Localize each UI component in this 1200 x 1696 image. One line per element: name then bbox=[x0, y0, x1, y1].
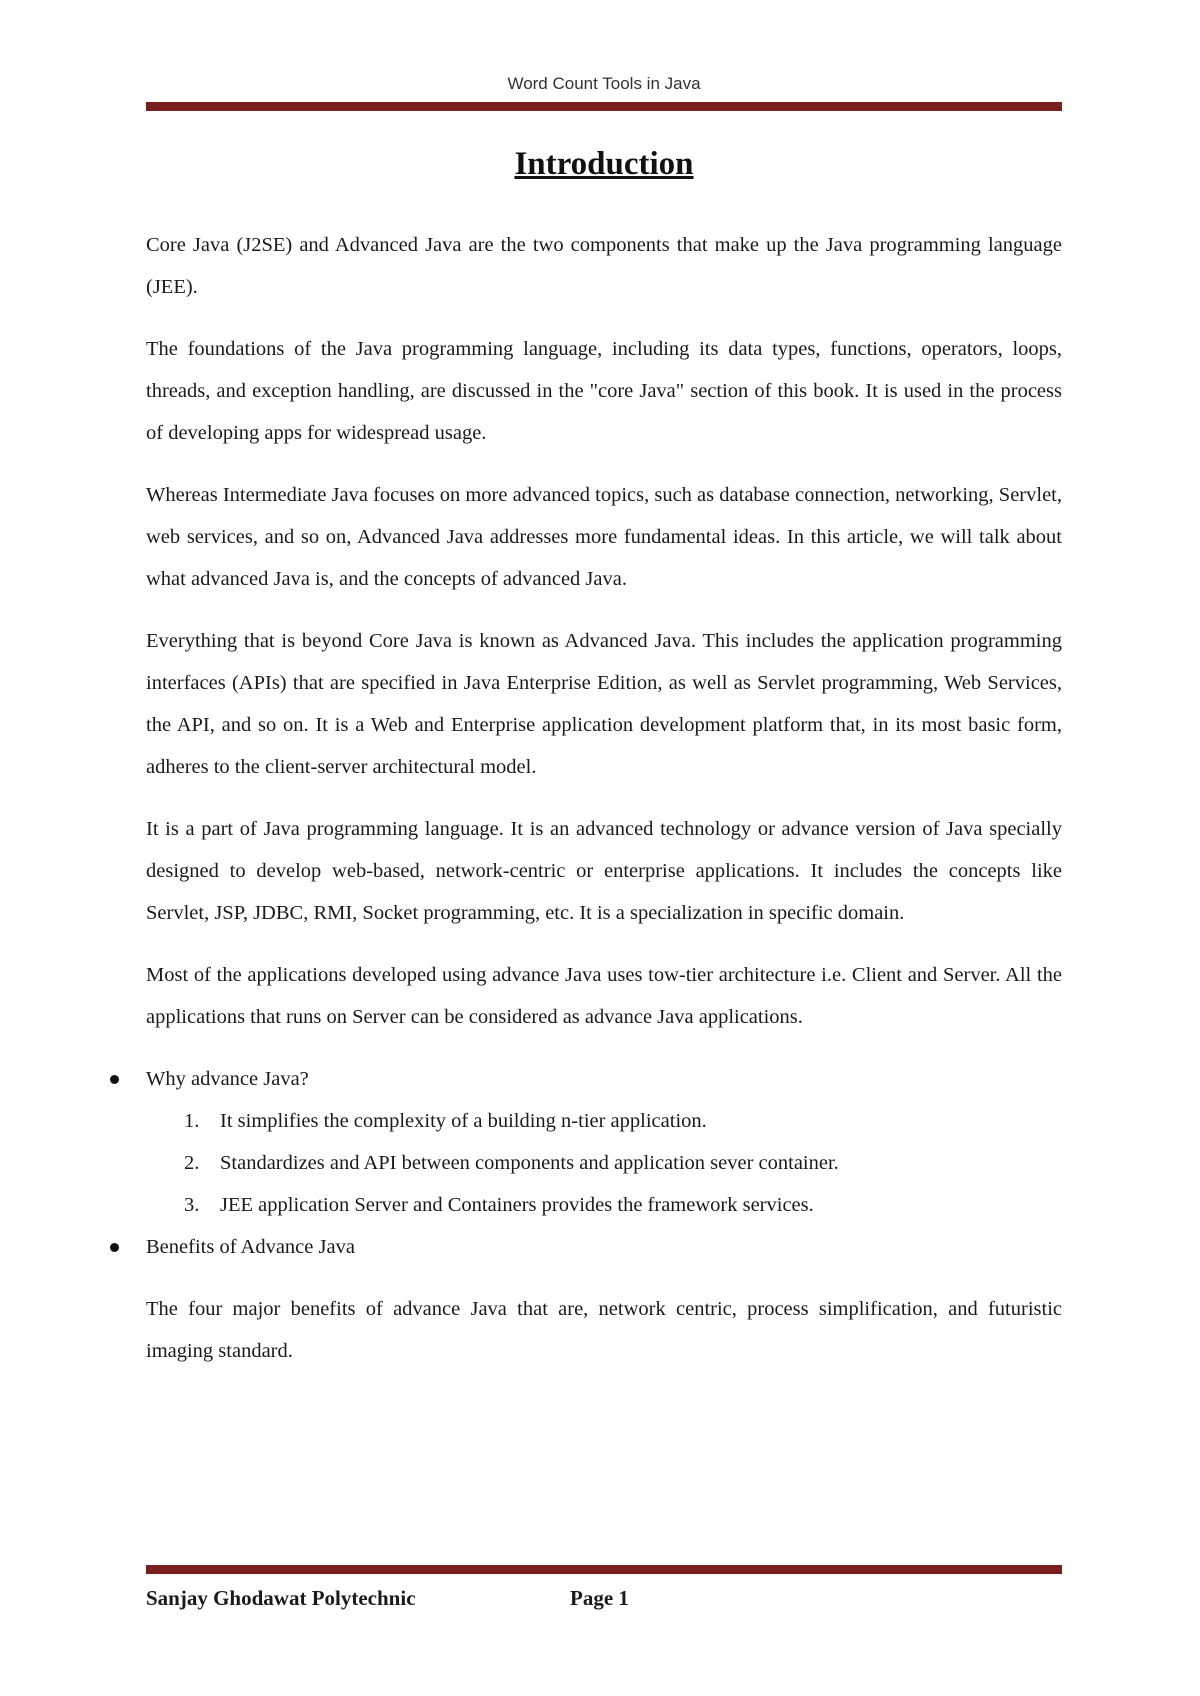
bullet-dot-icon bbox=[110, 1075, 119, 1084]
item-number: 1. bbox=[184, 1110, 200, 1132]
footer-rule bbox=[146, 1565, 1062, 1574]
paragraph-3: Whereas Intermediate Java focuses on more advanced topics, such as database connection, networking, Servlet, web services, and so on, Advanced Java addresses more fundamental ideas. In this article, we will talk about what advanced Java is, and the concepts of advanced Java. bbox=[146, 484, 1062, 590]
bullet-label: Why advance Java? bbox=[146, 1068, 309, 1090]
footer-institution: Sanjay Ghodawat Polytechnic bbox=[146, 1586, 416, 1610]
item-number: 3. bbox=[184, 1194, 200, 1216]
footer-page-number: Page 1 bbox=[570, 1586, 629, 1610]
item-text: Standardizes and API between components and application sever container. bbox=[220, 1152, 839, 1174]
paragraph-2: The foundations of the Java programming language, including its data types, functions, operators, loops, threads, and exception handling, are discussed in the "core Java" section of this book. It is used in the process of developing apps for widespread usage. bbox=[146, 338, 1062, 444]
paragraph-4: Everything that is beyond Core Java is known as Advanced Java. This includes the application programming interfaces (APIs) that are specified in Java Enterprise Edition, as well as Servlet programming, Web Services, the API, and so on. It is a Web and Enterprise application development platform that, in its most basic form, adheres to the client-server architectural model. bbox=[146, 630, 1062, 778]
numbered-item bbox=[184, 1100, 1062, 1142]
numbered-list bbox=[146, 1100, 1062, 1226]
numbered-item bbox=[184, 1142, 1062, 1184]
header-rule bbox=[146, 102, 1062, 111]
bullet-dot-icon bbox=[110, 1243, 119, 1252]
bullet-label: Benefits of Advance Java bbox=[146, 1236, 355, 1258]
running-header: Word Count Tools in Java bbox=[507, 74, 701, 93]
bullet-benefits bbox=[146, 1226, 1062, 1268]
bullet-list bbox=[146, 1058, 1062, 1268]
item-text: JEE application Server and Containers provides the framework services. bbox=[220, 1194, 814, 1216]
section-title: Introduction bbox=[514, 146, 694, 182]
closing-paragraph: The four major benefits of advance Java that are, network centric, process simplification, and futuristic imaging standard. bbox=[146, 1298, 1062, 1362]
document-body bbox=[146, 224, 1062, 1392]
numbered-item bbox=[184, 1184, 1062, 1226]
paragraph-6: Most of the applications developed using advance Java uses tow-tier architecture i.e. Client and Server. All the applications that runs on Server can be considered as advance Java applications. bbox=[146, 964, 1062, 1028]
paragraph-5: It is a part of Java programming language. It is an advanced technology or advance version of Java specially designed to develop web-based, network-centric or enterprise applications. It includes the concepts like Servlet, JSP, JDBC, RMI, Socket programming, etc. It is a specialization in specific domain. bbox=[146, 818, 1062, 924]
item-text: It simplifies the complexity of a building n-tier application. bbox=[220, 1110, 707, 1132]
item-number: 2. bbox=[184, 1152, 200, 1174]
paragraph-1: Core Java (J2SE) and Advanced Java are the two components that make up the Java programming language (JEE). bbox=[146, 234, 1062, 298]
bullet-why-advance-java bbox=[146, 1058, 1062, 1100]
